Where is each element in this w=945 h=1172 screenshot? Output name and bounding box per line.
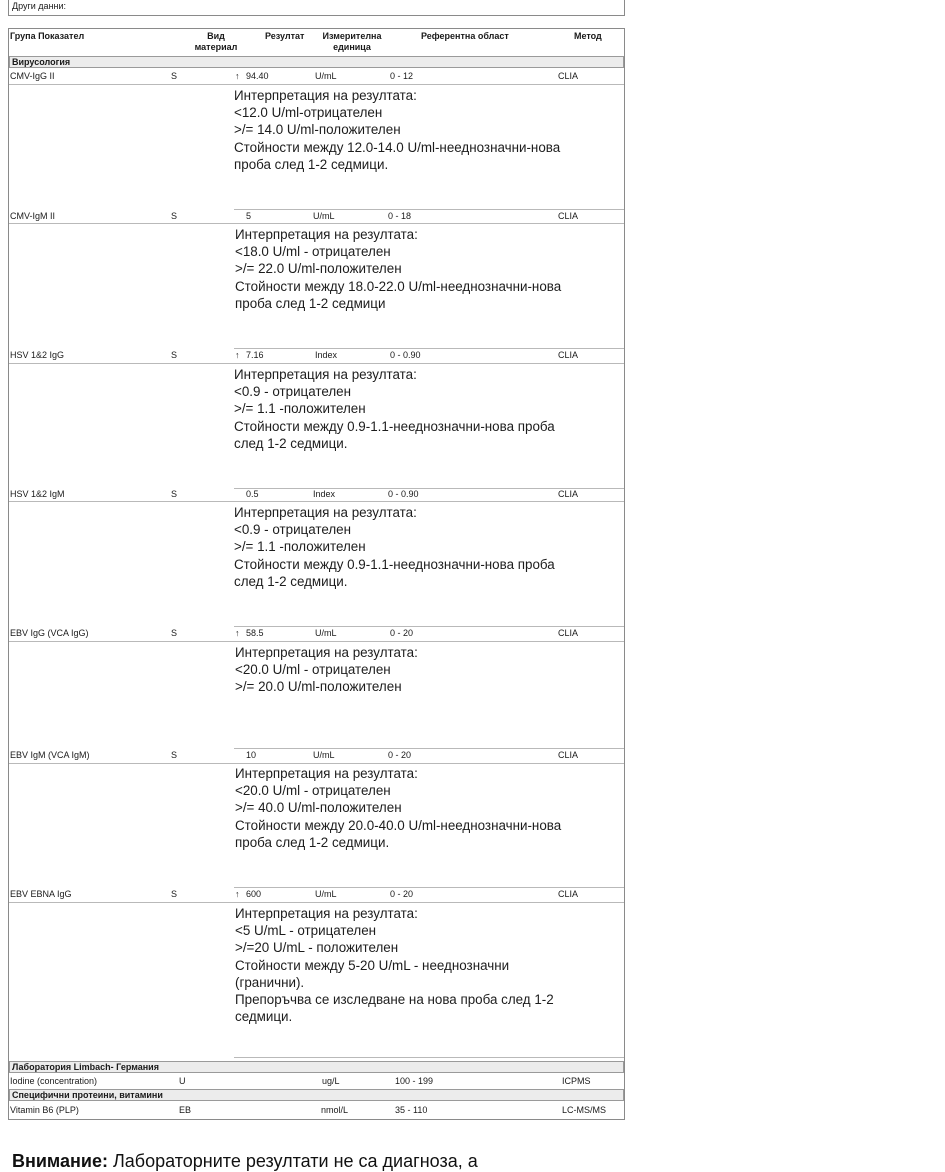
test-range: 0 - 0.90 <box>388 489 419 499</box>
test-name: EBV IgG (VCA IgG) <box>10 628 89 638</box>
test-method: CLIA <box>558 71 579 81</box>
test-unit: U/mL <box>315 628 337 638</box>
test-range: 0 - 20 <box>390 889 414 899</box>
test-name: HSV 1&2 IgM <box>10 489 65 499</box>
high-flag-icon: ↑ <box>235 889 240 899</box>
header-unit: Измерителна единица <box>322 31 382 52</box>
test-result: 94.40 <box>246 71 269 81</box>
test-material: S <box>171 750 178 760</box>
row-divider <box>234 348 624 349</box>
test-name: CMV-IgG II <box>10 71 55 81</box>
group-limbach: Лаборатория Limbach- Германия <box>9 1061 624 1073</box>
interpretation-block: Интерпретация на резултата: <0.9 - отрицателен >/= 1.1 -положителен Стойности между 0.9-1.1-нееднозначни-нова проба след 1-2 седмици. <box>234 367 555 451</box>
interpretation-block: Интерпретация на резултата: <12.0 U/ml-отрицателен >/= 14.0 U/ml-положителен Стойности между 12.0-14.0 U/ml-нееднозначни-нова проба след 1-2 седмици. <box>234 88 561 172</box>
footer-notice-bold: Внимание: <box>12 1151 108 1171</box>
high-flag-icon: ↑ <box>235 71 240 81</box>
test-unit: U/mL <box>313 211 335 221</box>
interpretation-block: Интерпретация на резултата: <20.0 U/ml - отрицателен >/= 40.0 U/ml-положителен Стойности между 20.0-40.0 U/ml-нееднозначни-нова проба след 1-2 седмици. <box>235 766 562 850</box>
test-material: S <box>171 628 178 638</box>
test-method: CLIA <box>558 350 579 360</box>
row-divider <box>9 763 624 764</box>
interpretation-block: Интерпретация на резултата: <0.9 - отрицателен >/= 1.1 -положителен Стойности между 0.9-1.1-нееднозначни-нова проба след 1-2 седмици. <box>234 505 555 589</box>
test-material: S <box>171 71 178 81</box>
row-divider <box>9 641 624 642</box>
test-range: 0 - 0.90 <box>390 350 421 360</box>
test-name: CMV-IgM II <box>10 211 56 221</box>
test-unit: nmol/L <box>321 1105 349 1115</box>
test-method: ICPMS <box>562 1076 591 1086</box>
test-unit: U/mL <box>315 889 337 899</box>
test-method: LC-MS/MS <box>562 1105 607 1115</box>
test-name: HSV 1&2 IgG <box>10 350 65 360</box>
group-virology: Вирусология <box>9 56 624 68</box>
test-unit: ug/L <box>322 1076 340 1086</box>
test-material: EB <box>179 1105 192 1115</box>
footer-notice <box>12 1150 478 1172</box>
test-material: S <box>171 889 178 899</box>
test-result: 5 <box>246 211 252 221</box>
high-flag-icon: ↑ <box>235 628 240 638</box>
results-table <box>8 28 625 1120</box>
test-result: 10 <box>246 750 257 760</box>
test-name: Vitamin B6 (PLP) <box>10 1105 79 1115</box>
header-group: Група Показател <box>10 31 85 41</box>
header-material: Вид материал <box>194 31 238 52</box>
row-divider <box>9 223 624 224</box>
other-data-box <box>8 0 625 16</box>
test-range: 35 - 110 <box>395 1105 428 1115</box>
row-divider <box>9 902 624 903</box>
row-divider <box>234 887 624 888</box>
test-unit: Index <box>315 350 338 360</box>
test-method: CLIA <box>558 750 579 760</box>
test-method: CLIA <box>558 211 579 221</box>
row-divider <box>9 501 624 502</box>
interpretation-block: Интерпретация на резултата: <5 U/mL - отрицателен >/=20 U/mL - положителен Стойности между 5-20 U/mL - нееднозначни (гранични). Препоръчва се изследване на нова проба след 1-2 седмици. <box>235 906 554 1025</box>
test-material: U <box>179 1076 186 1086</box>
row-divider <box>234 1057 624 1058</box>
test-method: CLIA <box>558 628 579 638</box>
row-divider <box>9 363 624 364</box>
interpretation-block: Интерпретация на резултата: <18.0 U/ml - отрицателен >/= 22.0 U/ml-положителен Стойности между 18.0-22.0 U/ml-нееднозначни-нова проба след 1-2 седмици <box>235 227 562 311</box>
footer-notice-text: Лабораторните резултати не са диагноза, а <box>107 1151 478 1171</box>
header-reference: Референтна област <box>421 31 509 41</box>
test-material: S <box>171 211 178 221</box>
interpretation-block: Интерпретация на резултата: <20.0 U/ml - отрицателен >/= 20.0 U/ml-положителен <box>235 645 418 695</box>
test-name: Iodine (concentration) <box>10 1076 98 1086</box>
test-unit: U/mL <box>313 750 335 760</box>
row-divider <box>234 748 624 749</box>
test-range: 0 - 18 <box>388 211 412 221</box>
test-result: 58.5 <box>246 628 264 638</box>
group-proteins: Специфични протеини, витамини <box>9 1089 624 1101</box>
test-name: EBV EBNA IgG <box>10 889 72 899</box>
row-divider <box>9 84 624 85</box>
test-name: EBV IgM (VCA IgM) <box>10 750 90 760</box>
other-data-label: Други данни: <box>12 1 67 11</box>
test-material: S <box>171 350 178 360</box>
test-unit: Index <box>313 489 336 499</box>
high-flag-icon: ↑ <box>235 350 240 360</box>
test-result: 0.5 <box>246 489 259 499</box>
test-range: 0 - 20 <box>388 750 412 760</box>
header-method: Метод <box>574 31 602 41</box>
header-result: Резултат <box>265 31 305 41</box>
test-method: CLIA <box>558 889 579 899</box>
row-divider <box>234 626 624 627</box>
test-range: 0 - 12 <box>390 71 414 81</box>
test-result: 600 <box>246 889 262 899</box>
test-range: 0 - 20 <box>390 628 414 638</box>
test-range: 100 - 199 <box>395 1076 434 1086</box>
test-material: S <box>171 489 178 499</box>
test-unit: U/mL <box>315 71 337 81</box>
test-result: 7.16 <box>246 350 264 360</box>
row-divider <box>234 209 624 210</box>
test-method: CLIA <box>558 489 579 499</box>
